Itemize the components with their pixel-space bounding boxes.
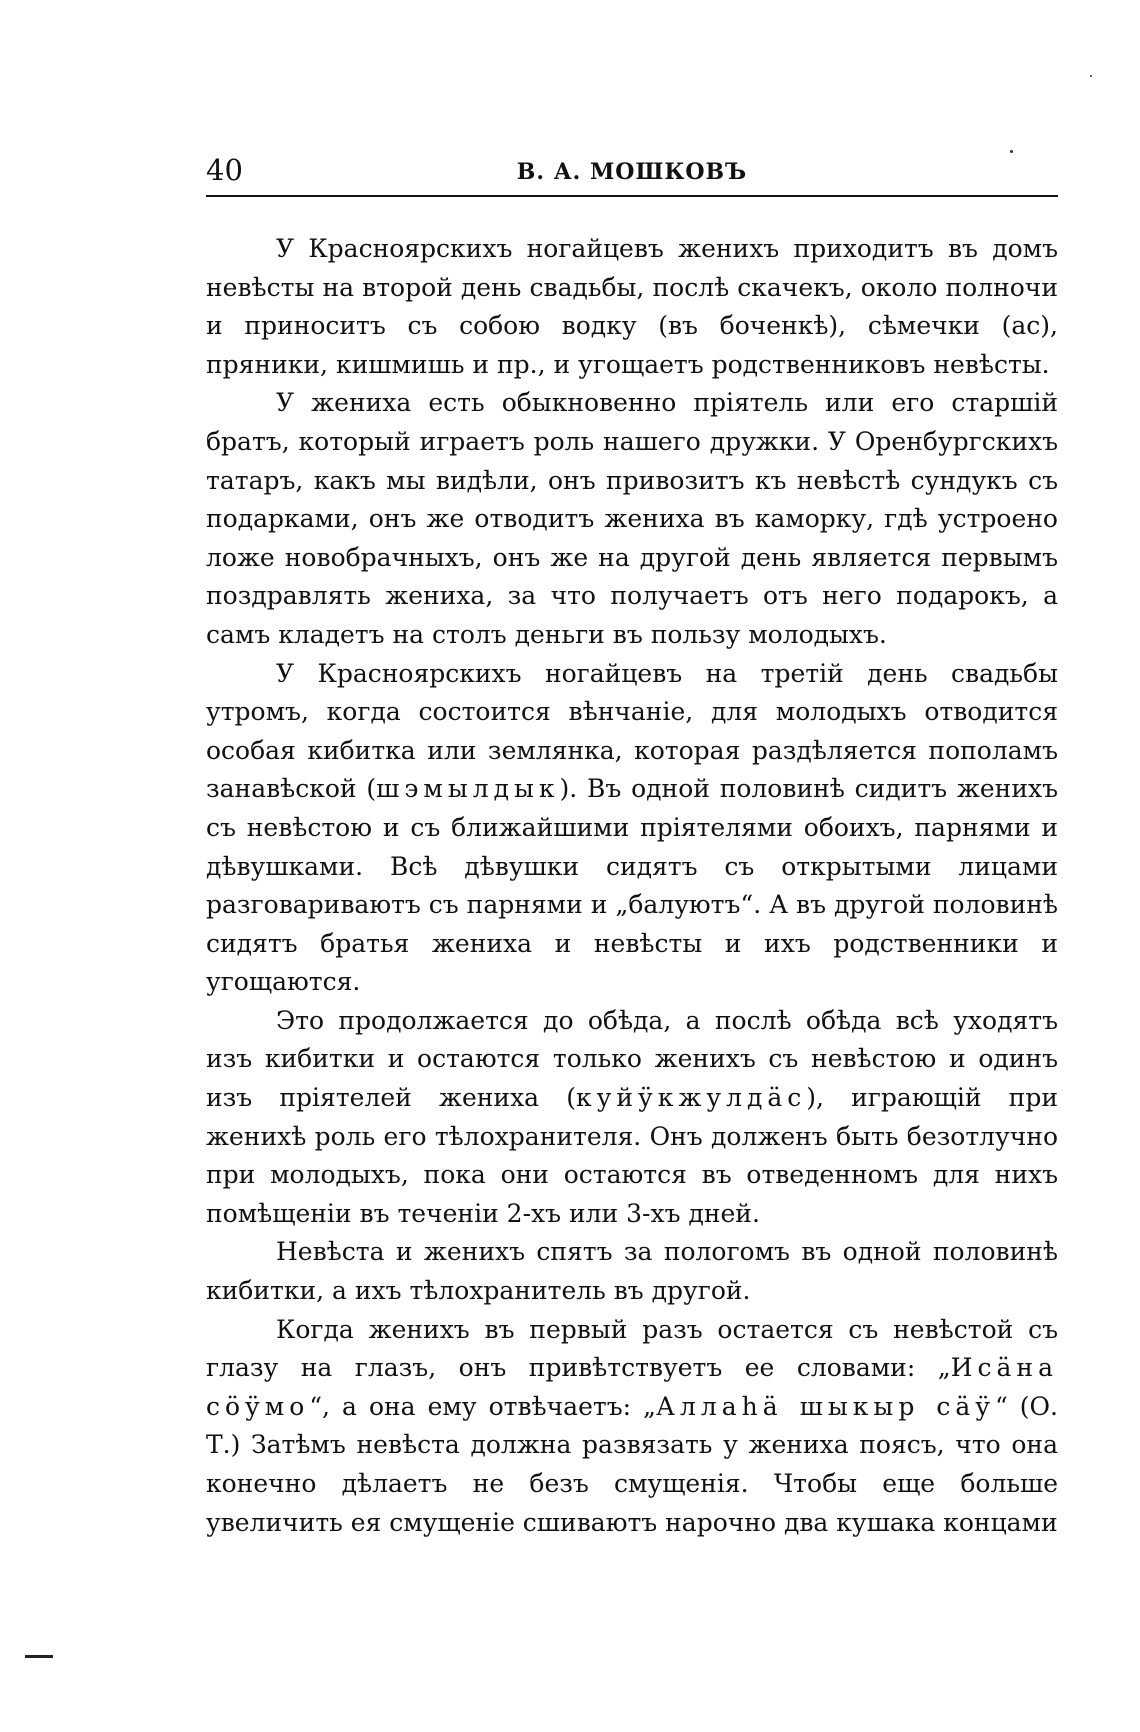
margin-mark [25, 1655, 53, 1658]
term-kuyukzhuldas: куйӱкжулдäс [576, 1083, 807, 1113]
paragraph-6-text-a: Когда женихъ въ первый разъ остается съ невѣстой съ глазу на глазъ, онъ привѣтствуетъ ее словами: „ [206, 1314, 1058, 1383]
term-shemyldyk: шэмылдык [376, 774, 560, 804]
paragraph-2: У жениха есть обыкновенно пріятель или его старшій братъ, который играетъ роль нашего дружки. У Оренбургскихъ татаръ, какъ мы видѣли, онъ привозитъ къ невѣстѣ сундукъ съ подарками, онъ же отводитъ жениха въ каморку, гдѣ устроено ложе новобрачныхъ, онъ же на другой день является первымъ поздравлять жениха, за что получаетъ отъ него подарокъ, а самъ кладетъ на столъ деньги въ пользу молодыхъ. [206, 388, 1058, 649]
scan-speck [1090, 75, 1092, 77]
paragraph-3-text-a: У Красноярскихъ ногайцевъ на третій день свадьбы утромъ, когда состоится вѣнчаніе, для молодыхъ отводится особая кибитка или землянка, которая раздѣляется пополамъ занавѣской ( [206, 658, 1058, 804]
term-greeting: Исäна сӧӱмо [206, 1353, 1058, 1421]
running-title: В. А. МОШКОВЪ [516, 159, 748, 185]
scan-speck [1010, 150, 1013, 153]
paragraph-6-text-b: “, а она ему отвѣчаетъ: „ [309, 1391, 657, 1421]
page-number: 40 [206, 153, 243, 187]
header-rule [206, 195, 1058, 197]
paragraph-3-text-b: ). Въ одной половинѣ сидитъ женихъ съ невѣстою и съ ближайшими пріятелями обоихъ, парнями и дѣвушками. Всѣ дѣвушки сидятъ съ открытыми лицами разговариваютъ съ парнями и „балуютъ“. А въ другой половинѣ сидятъ братья жениха и невѣсты и ихъ родственники и угощаются. [206, 774, 1058, 997]
term-reply: Аллаhä шыкыр сäӱ [656, 1391, 995, 1421]
paragraph-1: У Красноярскихъ ногайцевъ женихъ приходитъ въ домъ невѣсты на второй день свадьбы, послѣ скачекъ, около полночи и приноситъ съ собою водку (въ боченкѣ), сѣмечки (ас), пряники, кишмишь и пр., и угощаетъ родственниковъ невѣсты. [206, 234, 1058, 379]
paragraph-6 [206, 1311, 1058, 1543]
paragraph-4-text-b: ), играющій при женихѣ роль его тѣлохранителя. Онъ долженъ быть безотлучно при молодыхъ, пока они остаются въ отведенномъ для нихъ помѣщеніи въ теченіи 2-хъ или 3-хъ дней. [206, 1083, 1058, 1228]
paragraph-4 [206, 1002, 1058, 1234]
paragraph-3 [206, 655, 1058, 1002]
paragraph-6-text-c: “ (О. Т.) Затѣмъ невѣста должна развязать у жениха поясъ, что она конечно дѣлаетъ не безъ смущенія. Чтобы еще больше увеличить ея смущеніе сшиваютъ нарочно два кушака концами [206, 1391, 1058, 1537]
body-text [206, 230, 1058, 1542]
paragraph-5: Невѣста и женихъ спятъ за пологомъ въ одной половинѣ кибитки, а ихъ тѣлохранитель въ другой. [206, 1237, 1058, 1306]
running-head [206, 150, 1058, 190]
paragraph-4-text-a: Это продолжается до обѣда, а послѣ обѣда всѣ уходятъ изъ кибитки и остаются только женихъ съ невѣстою и одинъ изъ пріятелей жениха ( [206, 1005, 1058, 1113]
